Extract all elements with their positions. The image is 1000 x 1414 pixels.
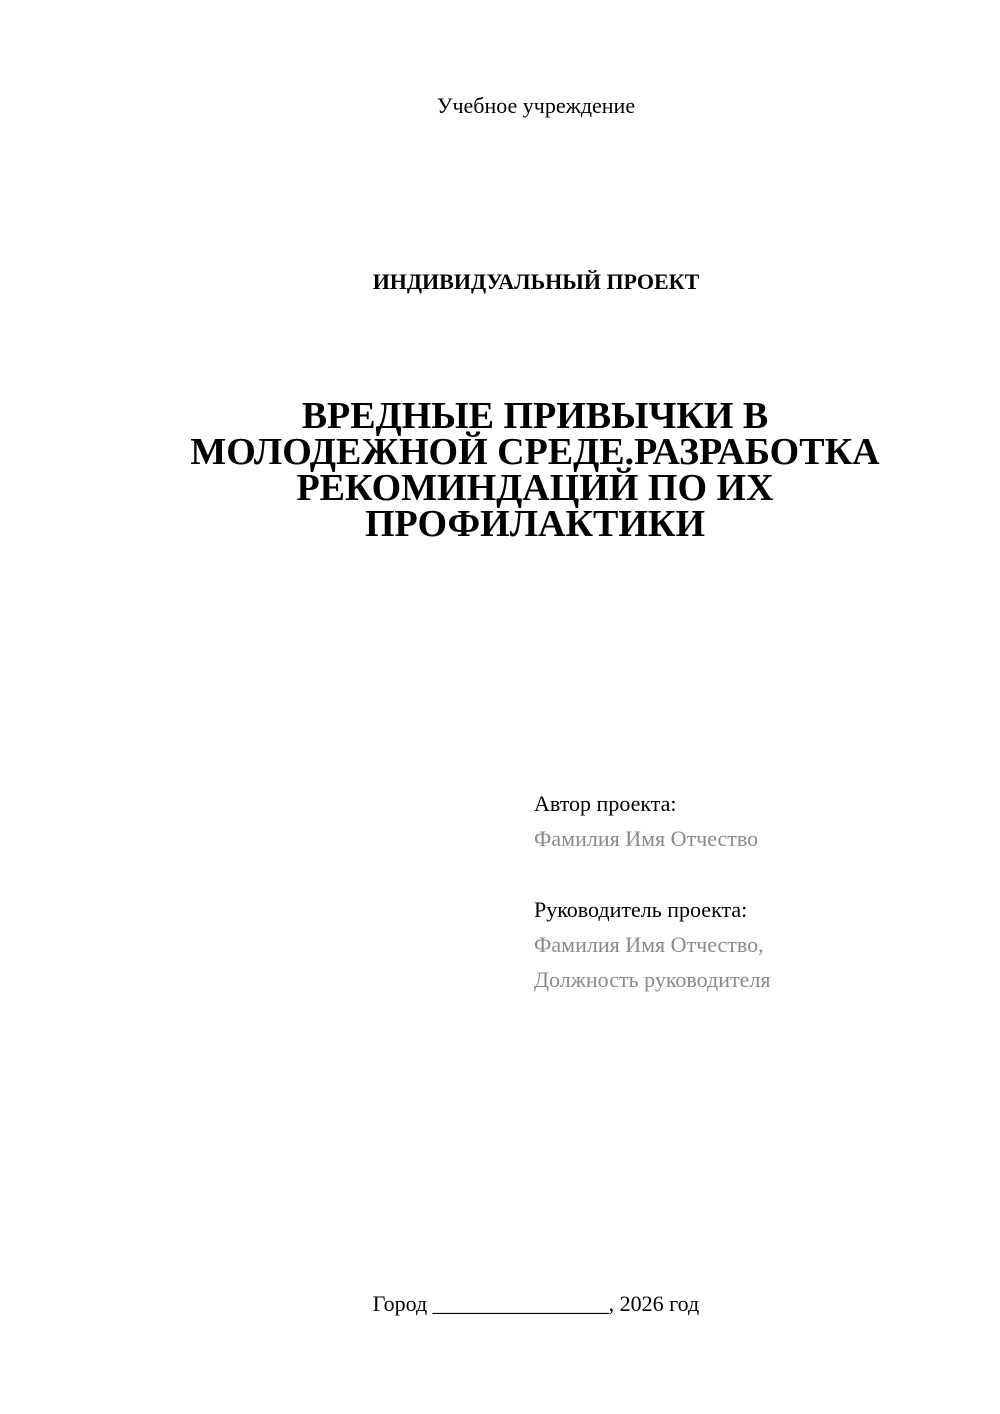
supervisor-name: Фамилия Имя Отчество, <box>534 932 764 957</box>
author-name: Фамилия Имя Отчество <box>534 826 759 851</box>
project-title-line: МОЛОДЕЖНОЙ СРЕДЕ.РАЗРАБОТКА <box>190 431 880 473</box>
project-title <box>150 395 920 545</box>
institution-name: Учебное учреждение <box>436 93 636 118</box>
credits-spacer <box>534 856 974 892</box>
document-type: ИНДИВИДУАЛЬНЫЙ ПРОЕКТ <box>372 269 700 294</box>
city-year-line: Город ________________, 2026 год <box>372 1291 700 1316</box>
credits-block <box>534 786 974 997</box>
author-label: Автор проекта: <box>534 791 677 816</box>
project-title-line: ВРЕДНЫЕ ПРИВЫЧКИ В <box>301 395 769 437</box>
supervisor-label: Руководитель проекта: <box>534 897 748 922</box>
project-title-line: ПРОФИЛАКТИКИ <box>364 503 706 545</box>
supervisor-position: Должность руководителя <box>534 967 771 992</box>
project-title-line: РЕКОМИНДАЦИЙ ПО ИХ <box>296 467 774 509</box>
